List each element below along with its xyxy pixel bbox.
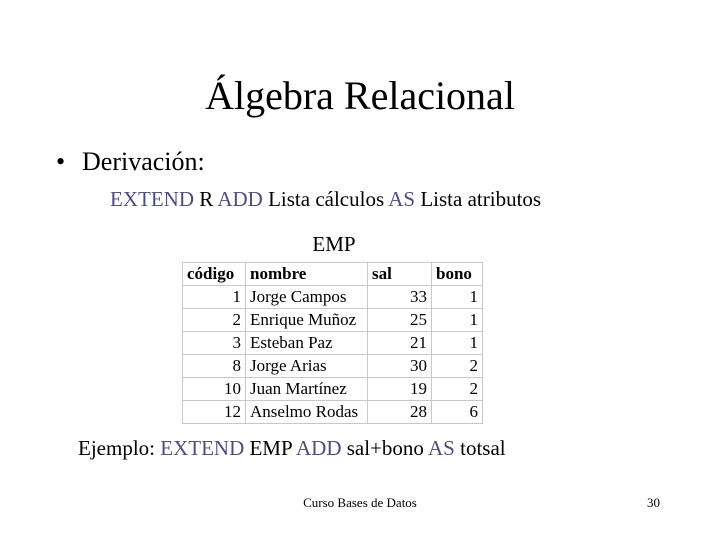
cell-sal: 28	[368, 401, 432, 424]
table-row	[183, 286, 483, 309]
footer-course: Curso Bases de Datos	[303, 495, 417, 510]
cell-bono: 1	[432, 286, 483, 309]
cell-bono: 6	[432, 401, 483, 424]
table-row	[183, 378, 483, 401]
extend-syntax	[110, 185, 541, 213]
cell-nombre: Jorge Campos	[246, 286, 368, 309]
cell-nombre: Anselmo Rodas	[246, 401, 368, 424]
cell-nombre: Enrique Muñoz	[246, 309, 368, 332]
table-row	[183, 355, 483, 378]
cell-sal: 30	[368, 355, 432, 378]
cell-bono: 1	[432, 309, 483, 332]
cell-codigo: 3	[183, 332, 246, 355]
bullet-icon: •	[56, 147, 66, 176]
cell-codigo: 12	[183, 401, 246, 424]
extend-example	[78, 434, 506, 462]
bullet-text: Derivación:	[82, 147, 205, 176]
cell-codigo: 10	[183, 378, 246, 401]
column-header-codigo: código	[183, 263, 246, 286]
slide-title: Álgebra Relacional	[205, 73, 515, 118]
syntax-calc-list: Lista cálculos	[268, 187, 385, 211]
column-header-nombre: nombre	[246, 263, 368, 286]
table-row	[183, 309, 483, 332]
column-header-sal: sal	[368, 263, 432, 286]
footer-page-number: 30	[647, 495, 660, 510]
cell-nombre: Juan Martínez	[246, 378, 368, 401]
keyword-add: ADD	[217, 187, 263, 211]
keyword-extend: EXTEND	[110, 187, 194, 211]
table-row	[183, 401, 483, 424]
cell-sal: 19	[368, 378, 432, 401]
example-relation: EMP	[249, 436, 292, 460]
example-expression: sal+bono	[346, 436, 424, 460]
emp-table	[182, 262, 483, 424]
syntax-relation: R	[199, 187, 214, 211]
bullet-derivacion	[56, 146, 205, 178]
table-caption: EMP	[312, 232, 356, 256]
table-header-row	[183, 263, 483, 286]
syntax-attr-list: Lista atributos	[420, 187, 542, 211]
cell-nombre: Esteban Paz	[246, 332, 368, 355]
cell-sal: 21	[368, 332, 432, 355]
keyword-as: AS	[388, 187, 416, 211]
example-keyword-extend: EXTEND	[160, 436, 245, 460]
cell-codigo: 1	[183, 286, 246, 309]
column-header-bono: bono	[432, 263, 483, 286]
example-keyword-as: AS	[428, 436, 455, 460]
cell-bono: 2	[432, 378, 483, 401]
example-keyword-add: ADD	[295, 436, 342, 460]
example-attribute: totsal	[460, 436, 506, 460]
table-row	[183, 332, 483, 355]
cell-sal: 25	[368, 309, 432, 332]
cell-codigo: 8	[183, 355, 246, 378]
cell-sal: 33	[368, 286, 432, 309]
cell-nombre: Jorge Arias	[246, 355, 368, 378]
example-prefix: Ejemplo:	[78, 436, 155, 460]
cell-bono: 2	[432, 355, 483, 378]
cell-codigo: 2	[183, 309, 246, 332]
cell-bono: 1	[432, 332, 483, 355]
